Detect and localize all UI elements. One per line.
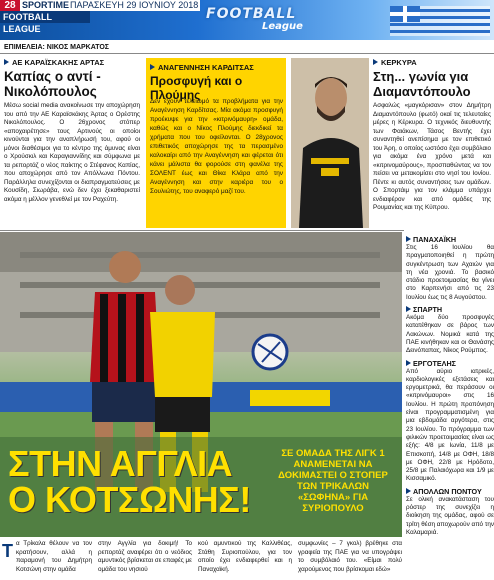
article3-tag — [373, 58, 417, 67]
article1-title: Καπίας ο αντί - Νικολόπουλος — [4, 69, 101, 99]
article1-tag-text: ΑΕ ΚΑΡΑΪΣΚΑΚΗΣ ΑΡΤΑΣ — [12, 58, 105, 67]
triangle-icon — [406, 236, 411, 242]
main-headline-line2: Ο ΚΟΤΣΩΝΗΣ! — [8, 479, 251, 520]
article2-body: Δεν έχουν τελειωμό τα προβλήματα για την Αναγέννηση Καρδίτσας. Μία ακόμα προσφυγή προέκυψε για την «κιτρινόμαυρη» ομάδα, καθώς και ο Νίκος Πλούμης διεκδικεί τα χρήματα που του οφείλονται. Ο 28χρονος επιθετικός αποχώρησε της τα περασμένο καλοκαίρι από την Αναγέννηση και φέρεται ότι κάνει μάλιστα θα φορούσε στη φανέλα της ΣΟΛΕΝΤ έως και Θίκα Κλάρα από την Αναγέννηση και στην καριέρα του ο Σουλιώτης, του αναφερό μαζί του. — [150, 98, 283, 195]
brief-item — [406, 359, 494, 484]
article2-title: Προσφυγή και ο Πλούμης — [150, 74, 243, 102]
main-subhead: ΣΕ ΟΜΑΔΑ ΤΗΣ ΛΙΓΚ 1 ΑΝΑΜΕΝΕΤΑΙ ΝΑ ΔΟΚΙΜΑΣΤΕΙ Ο ΣΤΟΠΕΡ ΤΩΝ ΤΡΙΚΑΛΩΝ «ΣΩΦΗΝΑ» ΓΙΑ ΣΥΡΙΟΠΟΥΛΟ — [278, 448, 388, 514]
body-column-2: στην Αγγλία για δοκιμή! Το ρεπορτάζ αναφέρει ότι ο νεόδιος αμυντικός βρίσκεται σε επαφές με ομάδα του νησιού — [98, 540, 192, 573]
brief-body: Από αύριο ιατρικές, καρδιολογικές εξετάσεις και εργομετρικά, θα περάσουν οι «κιτρινόμαυροι» στις 16 Ιουλίου. Η πρώτη προπόνηση είναι προγραμματισμένη για μια εβδομάδα αργότερα, στις 23 Ιουλίου. Το πρόγραμμα των φιλικών προετοιμασίας είναι ως εξής: 4/8 με Ιωνία, 11/8 με Επισκοπή, 14/8 με ΟΦΗ, 18/8 με ΟΦΗ, 22/8 με Ηρόδοτο, 25/8 με Παλαιόχωρα και 1/9 με Κισσαμικό. — [406, 367, 494, 483]
article2-tag — [150, 63, 254, 72]
brand-name: SPORTIME — [22, 0, 70, 10]
divider — [0, 230, 404, 231]
divider — [0, 53, 494, 54]
article3-body: Ασφαλώς «μαγκόρισαν» στον Δημήτρη Διαμαντόπουλο (φωτό) οκαί τις τελευταίες μέρες η Κέρκυρα. Ο τεχνικός διευθυντής των Φαιάκων, Τάσος Βεντής έχει συναντηθεί ανεπίσημα με τον επιθετικό του Άρη, ο οποίος ωστόσο έχει συμβόλαιο για ακόμα ένα χρόνο μετά και «κιτρινομαύρους», προσπαθώντας να τον πείσει να μετακομίσει στο νησί του Ιονίου. Πέντε κι αυτός συναντήσεις των ομάδων. Ο Σπορτάιμ για τον κλάμμα υπάρχει ενδιαφέρον και από ομάδες της Ρουμανίας και της Κύπρου. — [373, 102, 491, 211]
drop-cap: Τ — [2, 541, 13, 561]
brief-tag-text: ΕΡΓΟΤΕΛΗΣ — [413, 358, 456, 368]
issue-date: ΠΑΡΑΣΚΕΥΗ 29 ΙΟΥΝΙΟΥ 2018 — [70, 0, 199, 10]
brief-tag-text: ΣΠΑΡΤΗ — [413, 305, 443, 315]
main-headline — [8, 443, 263, 520]
player-portrait-photo — [291, 58, 369, 228]
triangle-icon — [406, 488, 411, 494]
brief-body: Στις 16 Ιουλίου θα πραγματοποιηθεί η πρώτη συγκέντρωση των Αχαιών για τη νέα χρονιά. Το βασικό στάδιο προετοιμασίας θα γίνει στο Καρπενήσι από τις 23 Ιουλίου έως τις 8 Αυγούστου. — [406, 244, 494, 301]
article3-tag-text: ΚΕΡΚΥΡΑ — [381, 58, 417, 67]
brief-tag — [406, 359, 494, 368]
triangle-icon — [373, 59, 378, 65]
main-headline-line1: ΣΤΗΝ ΑΓΓΛΙΑ — [8, 443, 233, 484]
greek-flag-icon — [390, 6, 490, 36]
main-story-body — [0, 540, 404, 580]
news-briefs-column — [406, 232, 494, 537]
brief-tag — [406, 235, 494, 244]
page-number: 28 — [0, 0, 20, 11]
brief-tag — [406, 305, 494, 314]
article3-title: Στη... γωνία για Διαμαντόπουλο — [373, 69, 471, 99]
triangle-icon — [406, 360, 411, 366]
player-portrait-illustration — [291, 58, 369, 228]
brief-tag-text: ΠΑΝΑΧΑΪΚΗ — [413, 235, 457, 244]
body-column-1: α Τρίκαλα θέλουν να τον κρατήσουν, αλλά η παραμονή του Δημήτρη Κοτσώνη στην ομάδα — [16, 540, 92, 573]
editor-credit: ΕΠΙΜΕΛΕΙΑ: ΝΙΚΟΣ ΜΑΡΚΑΤΟΣ — [4, 44, 109, 51]
article2-tag-text: ΑΝΑΓΕΝΝΗΣΗ ΚΑΡΔΙΤΣΑΣ — [158, 63, 254, 72]
brief-tag-text: ΑΠΟΛΛΩΝ ΠΟΝΤΟΥ — [413, 486, 482, 496]
article1-body: Μέσω social media ανακοίνωσε την αποχώρηση του από την ΑΕ Καραϊσκάκης Άρτας ο Ορέστης Νικολόπουλος. Ο 26χρονος στόπερ «αποχαιρέτησε» τους Αρτινούς οι οποίοι κινούνται για την αναπλήρωσή του, αφού οι μόνοι διαθέσιμοι για το κέντρο της άμυνας είναι ο Χρούσκιλ και Καραγιαννίδης και σύμφωνα με τα ρεπορτάζ ο νέος παίκτης ο Στέφανος Καπίας, που αποχώρησε από τον Απόλλωνα Πόντου. Παράλληλα συνεχίζονται οι διαπραγματεύσεις με Κουσίδη, Σιωράβα, ενώ δεν έχει ξεκαθαριστεί ακόμα η μέλλον γενεθλεί με τον Ραχεύτη. — [4, 102, 140, 203]
brief-item — [406, 305, 494, 355]
page-header — [0, 0, 494, 40]
brief-item — [406, 487, 494, 537]
triangle-icon — [150, 64, 155, 70]
triangle-icon — [406, 306, 411, 312]
brief-body: Σε ολική ανακατάσταση του ρόστερ της συνεχίζει η διοίκηση της ομάδας, αφού σε τρίτη θέση αποχωρούν από την Καλαμαριά. — [406, 495, 494, 536]
body-column-3: κού αμυντικού της Καλλιθέας, Στάθη Συριοπούλου, για τον οποίο έχει ενδιαφερθεί και η Παναχαϊκή. — [198, 540, 292, 573]
brief-tag — [406, 487, 494, 496]
league-logo-line2: League — [262, 21, 303, 32]
section-label: FOOTBALL LEAGUE — [0, 11, 90, 23]
league-logo-line1: FOOTBALL — [206, 6, 297, 22]
brief-body: Ακόμα δύο προσφυγές κατατέθηκαν σε βάρος των Λακώνων. Νομικά κατά της ΠΑΕ κινήθηκαν και οι Θανάσης Δεινόπαπας, Νίκος Ρούμπος. — [406, 314, 494, 355]
brief-item — [406, 235, 494, 302]
triangle-icon — [4, 59, 9, 65]
body-column-4: συμφωνίες – 7 γκολ) βρέθηκε στα γραφεία της ΠΑΕ για να υπογράψει το συμβόλαιό του. «Είμαι πολύ χαρούμενος που βρίσκομαι εδώ» — [298, 540, 402, 573]
article1-tag — [4, 58, 104, 67]
